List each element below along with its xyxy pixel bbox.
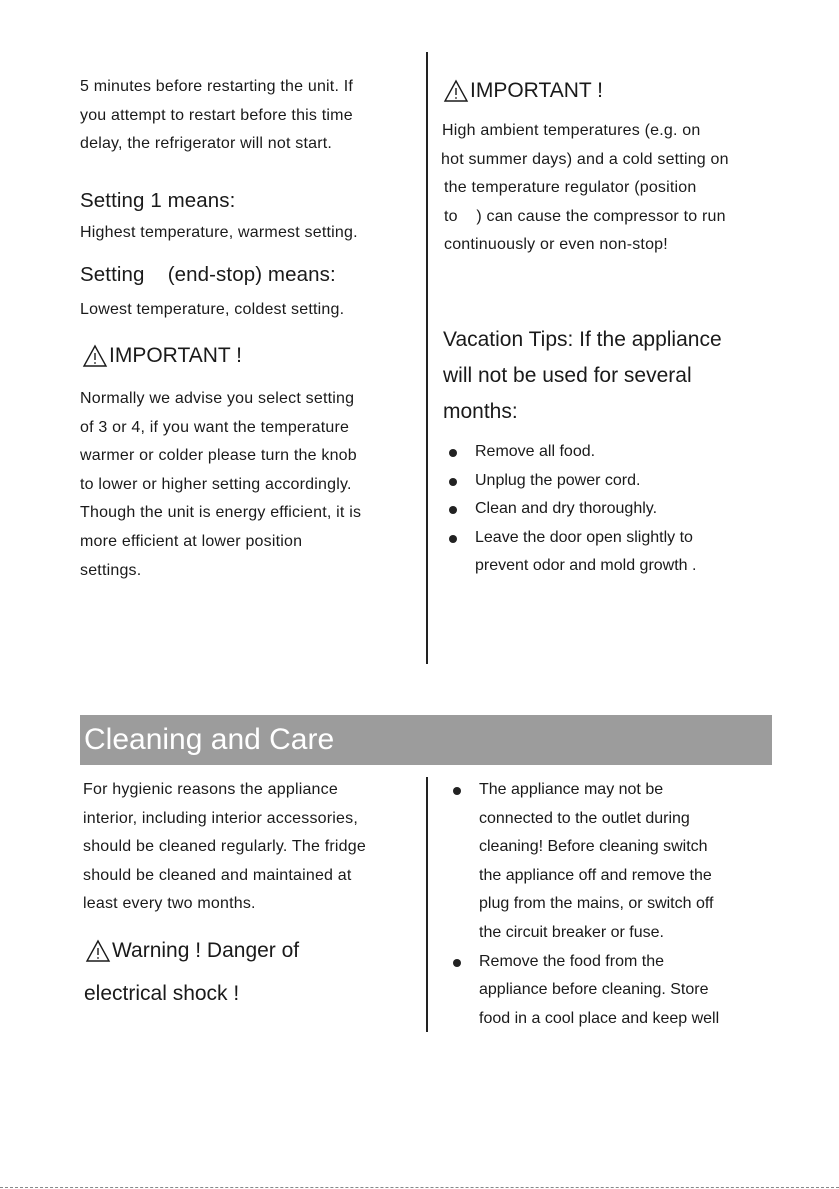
important-label: IMPORTANT ! [109,344,243,367]
list-item-continuation [447,1005,787,1034]
important-line: the temperature regulator (position [444,179,697,197]
important-line: to lower or higher setting accordingly. [80,475,352,493]
list-item [447,776,787,805]
warning-triangle-icon [85,939,111,963]
important-text-left [80,385,410,585]
column-divider-top [426,52,428,664]
intro-line: should be cleaned regularly. The fridge [83,838,366,856]
list-item-text: the circuit breaker or fuse. [479,923,664,941]
important-line: more efficient at lower position [80,532,303,550]
list-item-text: cleaning! Before cleaning switch [479,838,708,856]
bullet-icon [449,506,457,514]
cleaning-intro [83,776,413,919]
important-heading-right [443,79,603,103]
list-item [443,524,783,553]
list-item-text: Clean and dry thoroughly. [475,500,658,518]
vacation-list [443,438,783,581]
list-item-text: Leave the door open slightly to [475,528,693,546]
important-heading-left [82,344,242,368]
list-item-text: the appliance off and remove the [479,866,712,884]
vacation-heading-line: will not be used for several [443,364,692,387]
intro-line: least every two months. [83,895,256,913]
intro-line: you attempt to restart before this time [80,106,353,124]
setting-end-text: Lowest temperature, coldest setting. [80,301,345,318]
list-item-continuation [447,919,787,948]
list-item-text: The appliance may not be [479,781,664,798]
list-item-continuation [443,552,783,581]
important-line: settings. [80,561,142,579]
important-line: warmer or colder please turn the knob [80,447,357,465]
intro-line: 5 minutes before restarting the unit. If [80,78,354,95]
list-item-text: Remove all food. [475,443,596,460]
column-divider-bottom [426,777,428,1032]
important-line: to ) can cause the compressor to run [444,207,726,225]
intro-line: interior, including interior accessories, [83,809,358,827]
important-line: Though the unit is energy efficient, it is [80,504,362,522]
list-item-continuation [447,833,787,862]
list-item [443,495,783,524]
vacation-heading [443,322,783,430]
list-item-continuation [447,890,787,919]
list-item-continuation [447,805,787,834]
bullet-icon [449,535,457,543]
warning-label-line2: electrical shock ! [84,982,240,1005]
list-item-continuation [447,862,787,891]
important-label: IMPORTANT ! [470,79,604,102]
setting-end-heading: Setting (end-stop) means: [80,263,336,286]
intro-line: delay, the refrigerator will not start. [80,135,333,153]
list-item-text: prevent odor and mold growth . [475,557,697,575]
section-banner [80,715,772,765]
list-item-text: Remove the food from the [479,952,664,970]
warning-label: Warning ! Danger of [112,939,300,962]
list-item [443,438,783,467]
list-item-text: connected to the outlet during [479,809,690,827]
page-bottom-edge [0,1187,839,1188]
warning-triangle-icon [443,79,469,103]
important-line: High ambient temperatures (e.g. on [442,122,701,139]
important-text-right [441,117,781,260]
warning-heading [85,939,299,963]
vacation-heading-line: months: [443,400,518,423]
important-line: Normally we advise you select setting [80,390,355,407]
bullet-icon [449,449,457,457]
setting1-text: Highest temperature, warmest setting. [80,224,358,241]
intro-line: For hygienic reasons the appliance [83,781,338,798]
list-item-text: appliance before cleaning. Store [479,981,709,999]
intro-line: should be cleaned and maintained at [83,866,352,884]
list-item-continuation [447,976,787,1005]
bullet-icon [453,787,461,795]
section-title: Cleaning and Care [84,723,335,756]
cleaning-list [447,776,787,1033]
list-item [443,467,783,496]
list-item [447,948,787,977]
warning-triangle-icon [82,344,108,368]
list-item-text: plug from the mains, or switch off [479,895,714,913]
vacation-heading-line: Vacation Tips: If the appliance [443,328,722,351]
bullet-icon [449,478,457,486]
left-top-column [80,73,410,159]
list-item-text: food in a cool place and keep well [479,1009,720,1027]
list-item-text: Unplug the power cord. [475,471,641,489]
important-line: continuously or even non-stop! [444,236,668,254]
important-line: of 3 or 4, if you want the temperature [80,418,350,436]
important-line: hot summer days) and a cold setting on [441,150,729,168]
setting1-heading: Setting 1 means: [80,189,236,212]
bullet-icon [453,959,461,967]
